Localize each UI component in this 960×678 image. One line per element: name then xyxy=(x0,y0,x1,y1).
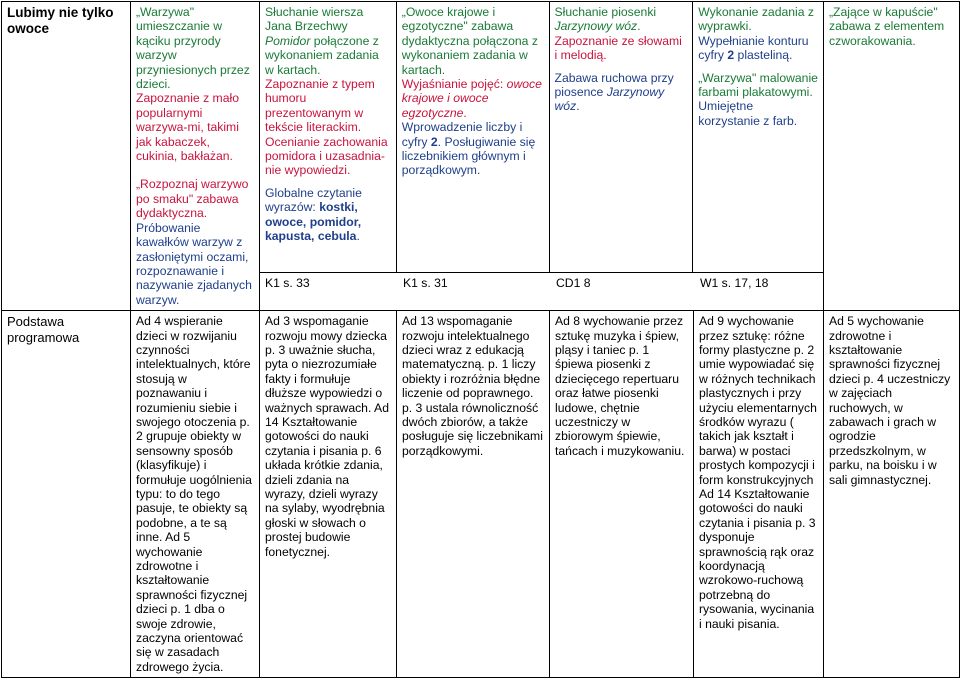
activities-row xyxy=(2,2,960,311)
activity-text: Globalne czytanie wyrazów: xyxy=(265,185,362,215)
activity-text: Wyjaśnianie pojęć: xyxy=(401,77,504,92)
curriculum-text: Ad 13 wspomaganie rozwoju intelektualnego dzieci wraz z edukacją matematyczną. p. 1 liczy obiekty i rozróżnia błędne liczenie od poprawnego. p. 3 ustala równoliczność dwóch zbiorów, a także posługuje się liczebnikami porządkowymi. xyxy=(402,314,543,458)
curriculum-cell-1 xyxy=(131,311,260,678)
curriculum-cell-3 xyxy=(397,311,550,678)
topic-cell xyxy=(2,2,131,311)
activity-text: Wprowadzenie liczby i cyfry xyxy=(401,120,523,149)
curriculum-text: Ad 8 wychowanie przez sztukę muzyka i śpiew, pląsy i taniec p. 1 śpiewa piosenki z dziecięcego repertuaru oraz łatwe piosenki ludowe, chętnie uczestniczy w zbiorowym śpiewie, tańcach i muzykowaniu. xyxy=(555,314,685,458)
activity-text: „Warzywa" umieszczanie w kąciku przyrody warzyw przyniesionych przez dzieci. xyxy=(136,5,250,92)
curriculum-cell-2 xyxy=(260,311,397,678)
curriculum-cell-6 xyxy=(824,311,960,678)
activity-text: plasteliną. xyxy=(737,48,793,63)
curriculum-cell-5 xyxy=(694,311,824,678)
digit: 2 xyxy=(727,48,735,63)
curriculum-text: Ad 9 wychowanie przez sztukę: różne formy plastyczne p. 2 umie wypowiadać się w różnych technikach plastycznych i przy użyciu elementarnych środków wyrazu ( takich jak kształt i barwa) w postaci prostych kompozycji i form konstrukcyjnych Ad 14 Kształtowanie gotowości do nauki czytania i pisania p. 3 dysponuje sprawnością rąk oraz koordynacją wzrokowo-ruchową potrzebną do rysowania, wycinania i nauki pisania. xyxy=(699,314,817,631)
activity-text: Próbowanie kawałków warzyw z zasłoniętymi oczami, rozpoznawanie i nazywanie zjadanych warzyw. xyxy=(136,220,252,307)
activity-cell-3: „Owoce krajowe i egzotyczne" zabawa dydaktyczna połączona z wykonaniem zadania w kartach. Wyjaśnianie pojęć: owoce krajowe i owoce egzotyczne. Wprowadzenie liczby i cyfry 2. Posługiwanie się liczebnikiem głównym i porządkowym. xyxy=(397,2,550,272)
activity-text: Zapoznanie z mało popularnymi warzywa-mi, takimi jak kabaczek, cukinia, bakłażan. xyxy=(136,91,239,164)
curriculum-text: Ad 3 wspomaganie rozwoju mowy dziecka p. 3 uważnie słucha, pyta o niezrozumiałe fakty i formułuje dłuższe wypowiedzi o ważnych sprawach. Ad 14 Kształtowanie gotowości do nauki czytania i pisania p. 6 układa krótkie zdania, dzieli zdania na wyrazy, dzieli wyrazy na sylaby, wyodrębnia głoski w słowach o prostej budowie fonetycznej. xyxy=(265,314,389,559)
activity-text: „Owoce krajowe i egzotyczne" zabawa dydaktyczna połączona z wykonaniem zadania w kartach. xyxy=(401,5,538,77)
activity-text: Wypełnianie konturu cyfry xyxy=(698,33,809,63)
activity-cell-4: Słuchanie piosenki Jarzynowy wóz. Zapoznanie ze słowami i melodią. Zabawa ruchowa przy piosence Jarzynowy wóz. xyxy=(550,2,694,272)
references-strip xyxy=(260,272,823,292)
activity-text: połączone z wykonaniem zadania w kartach. xyxy=(265,33,379,77)
digit: 2 xyxy=(430,134,438,149)
curriculum-text: Ad 5 wychowanie zdrowotne i kształtowanie sprawności fizycznej dzieci p. 4 uczestniczy w zajęciach ruchowych, w zabawach i grach w ogrodzie przedszkolnym, w parku, na boisku i w sali gimnastycznej. xyxy=(829,314,951,487)
topic-title: Lubimy nie tylko owoce xyxy=(7,5,114,36)
word-list: kostki, owoce, pomidor, kapusta, cebula xyxy=(265,200,362,244)
activity-text: Słuchanie piosenki xyxy=(554,5,657,19)
ref-k1-33: K1 s. 33 xyxy=(265,276,310,290)
ref-w1: W1 s. 17, 18 xyxy=(700,276,769,290)
curriculum-label: Podstawa programowa xyxy=(7,314,80,345)
activity-text: Zabawa ruchowa przy piosence xyxy=(554,70,674,100)
activity-text: Słuchanie wiersza Jana Brzechwy xyxy=(265,5,364,34)
poem-title: Pomidor xyxy=(265,33,311,48)
lesson-plan-table xyxy=(1,1,960,678)
curriculum-text: Ad 4 wspieranie dzieci w rozwijaniu czynności intelektualnych, które stosują w poznawaniu i rozumieniu siebie i swojego otoczenia p. 2 grupuje obiekty w sensowny sposób (klasyfikuje) i formułuje uogólnienia typu: to do tego pasuje, te obiekty są podobne, a te są inne. Ad 5 wychowanie zdrowotne i kształtowanie sprawności fizycznej dzieci p. 1 dba o swoje zdrowie, zaczyna orientować się w zasadach zdrowego życia. xyxy=(136,314,252,674)
activity-cell-6 xyxy=(824,2,960,311)
activity-text: Posługiwanie się liczebnikiem głównym i porządkowym. xyxy=(401,134,536,178)
ref-cd1-8: CD1 8 xyxy=(556,276,591,290)
activity-cell-1 xyxy=(131,2,260,311)
activity-text: Ocenianie zachowania pomidora i uzasadnia-nie wypowiedzi. xyxy=(265,134,388,178)
activity-text: „Warzywa" malowanie farbami plakatowymi. xyxy=(698,70,818,100)
ref-k1-31: K1 s. 31 xyxy=(403,276,448,290)
curriculum-cell-4 xyxy=(550,311,694,678)
song-title: Jarzynowy wóz xyxy=(554,19,638,34)
curriculum-row xyxy=(2,311,960,678)
activity-text: „Rozpoznaj warzywo po smaku" zabawa dydaktyczna. xyxy=(136,177,249,221)
activity-text: Wykonanie zadania z wyprawki. xyxy=(698,5,814,34)
concept-terms: owoce krajowe i owoce egzotyczne xyxy=(401,77,542,120)
song-title: Jarzynowy wóz xyxy=(554,85,665,114)
activity-text: „Zające w kapuście" zabawa z elementem czworakowania. xyxy=(829,5,945,48)
activities-group xyxy=(260,2,824,311)
activity-text: Zapoznanie ze słowami i melodią. xyxy=(554,33,682,63)
activity-text: Umiejętne korzystanie z farb. xyxy=(698,99,798,128)
activity-text: Zapoznanie z typem humoru prezentowanym w tekście literackim. xyxy=(265,77,375,135)
curriculum-label-cell xyxy=(2,311,131,678)
activity-cell-5 xyxy=(693,2,823,272)
activity-cell-2: Słuchanie wiersza Jana Brzechwy Pomidor połączone z wykonaniem zadania w kartach. Zapoznanie z typem humoru prezentowanym w tekście literackim. Ocenianie zachowania pomidora i uzasadnia-nie wypowiedzi. Globalne czytanie wyrazów: kostki, owoce, pomidor, kapusta, cebula. xyxy=(260,2,397,272)
